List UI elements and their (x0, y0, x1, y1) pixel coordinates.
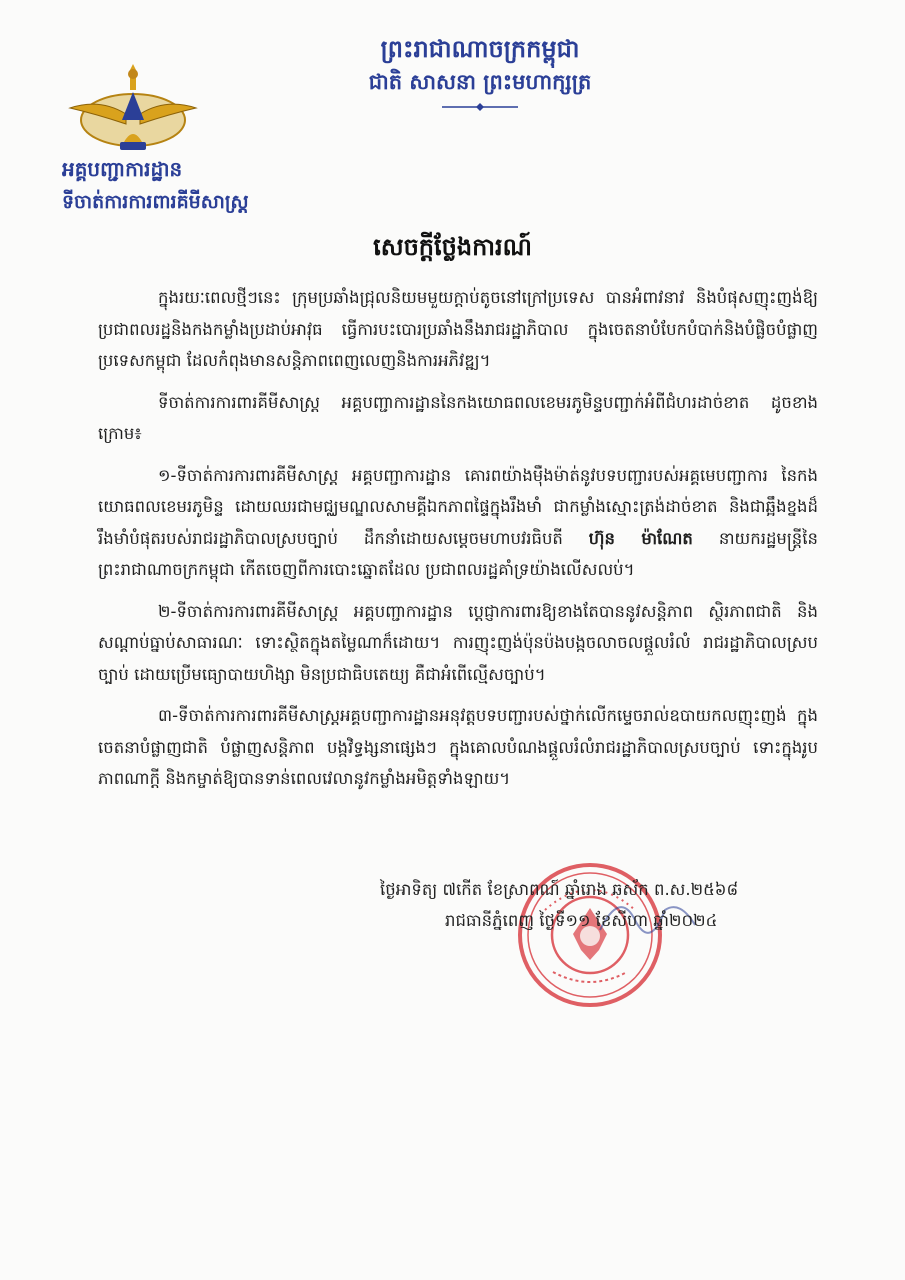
solar-date: រាជធានីភ្នំពេញ ថ្ងៃទី១១ ខែសីហា ឆ្នាំ២០២៤ (445, 911, 718, 930)
organization-block (62, 152, 249, 218)
kingdom-title: ព្រះរាជាណាចក្រកម្ពុជា (380, 35, 580, 63)
army-emblem-icon (66, 62, 200, 158)
point-3: ៣-ទីចាត់ការការពារគីមីសាស្ត្រអគ្គបញ្ជាការដ្ឋានអនុវត្តបទបញ្ជារបស់ថ្នាក់លើកម្ទេចរាល់ឧបាយកលញុះញង់ ក្នុងចេតនាបំផ្លាញជាតិ បំផ្លាញសន្តិភាព បង្កវិទ្ធង្សនាផ្សេងៗ ក្នុងគោលបំណងផ្តួលរំលំរាជរដ្ឋាភិបាលស្របច្បាប់ ទោះក្នុងរូបភាពណាក្តី និងកម្ចាត់ឱ្យបានទាន់ពេលវេលានូវកម្លាំងអមិត្តទាំងឡាយ។ (98, 706, 818, 788)
paragraph-position: ទីចាត់ការការពារគីមីសាស្ត្រ អគ្គបញ្ជាការដ្ឋាននៃកងយោធពលខេមរភូមិន្ទបញ្ជាក់អំពីជំហរដាច់ខាត ដូចខាងក្រោម៖ (98, 392, 818, 443)
paragraph-intro: ក្នុងរយៈពេលថ្មីៗនេះ ក្រុមប្រឆាំងជ្រុលនិយមមួយក្តាប់តូចនៅក្រៅប្រទេស បានអំពាវនាវ និងបំផុសញុះញង់ឱ្យប្រជាពលរដ្ឋនិងកងកម្លាំងប្រដាប់អាវុធ ធ្វើការបះបោរប្រឆាំងនឹងរាជរដ្ឋាភិបាល ក្នុងចេតនាបំបែកបំបាក់និងបំផ្លិចបំផ្លាញប្រទេសកម្ពុជា ដែលកំពុងមានសន្តិភាពពេញលេញនិងការអភិវឌ្ឍ។ (98, 288, 818, 370)
ornament-divider-icon (440, 102, 520, 112)
point-2: ២-ទីចាត់ការការពារគីមីសាស្ត្រ អគ្គបញ្ជាការដ្ឋាន ប្តេជ្ញាការពារឱ្យខាងតែបាននូវសន្តិភាព ស្ថិរភាពជាតិ និងសណ្តាប់ធ្នាប់សាធារណៈ ទោះស្ថិតក្នុងតម្លៃណាក៏ដោយ។ ការញុះញង់ប៉ុនប៉ងបង្កចលាចលផ្តួលរំលំ រាជរដ្ឋាភិបាលស្របច្បាប់ ដោយប្រើមធ្យោបាយហិង្សា មិនប្រជាធិបតេយ្យ គឺជាអំពើល្មើសច្បាប់។ (98, 601, 818, 684)
point-1 (98, 460, 818, 586)
kingdom-header (330, 32, 630, 112)
organization-line-1: អគ្គបញ្ជាការដ្ឋាន (62, 157, 183, 181)
point-1-text-a: ១-ទីចាត់ការការពារគីមីសាស្ត្រ អគ្គបញ្ជាការដ្ឋាន គោរពយ៉ាងម៉ឺងម៉ាត់នូវបទបញ្ជារបស់អគ្គមេបញ្ជាការ នៃកងយោធពលខេមរភូមិន្ទ ដោយឈរជាមជ្ឈមណ្ឌលសាមគ្គីឯកភាពផ្ទៃក្នុងរឹងមាំ ជាកម្លាំងស្មោះត្រង់ដាច់ខាត និងជាឆ្អឹងខ្នងដ៏រឹងមាំបំផុតរបស់រាជរដ្ឋាភិបាលស្របច្បាប់ ដឹកនាំដោយសម្តេចមហាបវរធិបតី (98, 465, 818, 548)
national-motto: ជាតិ សាសនា ព្រះមហាក្សត្រ (368, 70, 592, 94)
document-title: សេចក្តីថ្លែងការណ៍ (373, 233, 532, 261)
statement-body (98, 282, 818, 805)
prime-minister-name: ហ៊ុន ម៉ាណែត (588, 528, 693, 548)
point-1-text-b: នាយករដ្ឋមន្ត្រីនៃព្រះរាជាណាចក្រកម្ពុជា កើតចេញពីការបោះឆ្នោតដែល ប្រជាពលរដ្ឋគាំទ្រយ៉ាងលើសលប់។ (98, 528, 818, 579)
organization-line-2: ទីចាត់ការការពារគីមីសាស្ត្រ (62, 191, 249, 213)
lunar-date: ថ្ងៃអាទិត្យ ៧កើត ខែស្រាពណ៍ ឆ្នាំរោង ឆស័ក ព.ស.២៥៦៨ (380, 880, 739, 899)
